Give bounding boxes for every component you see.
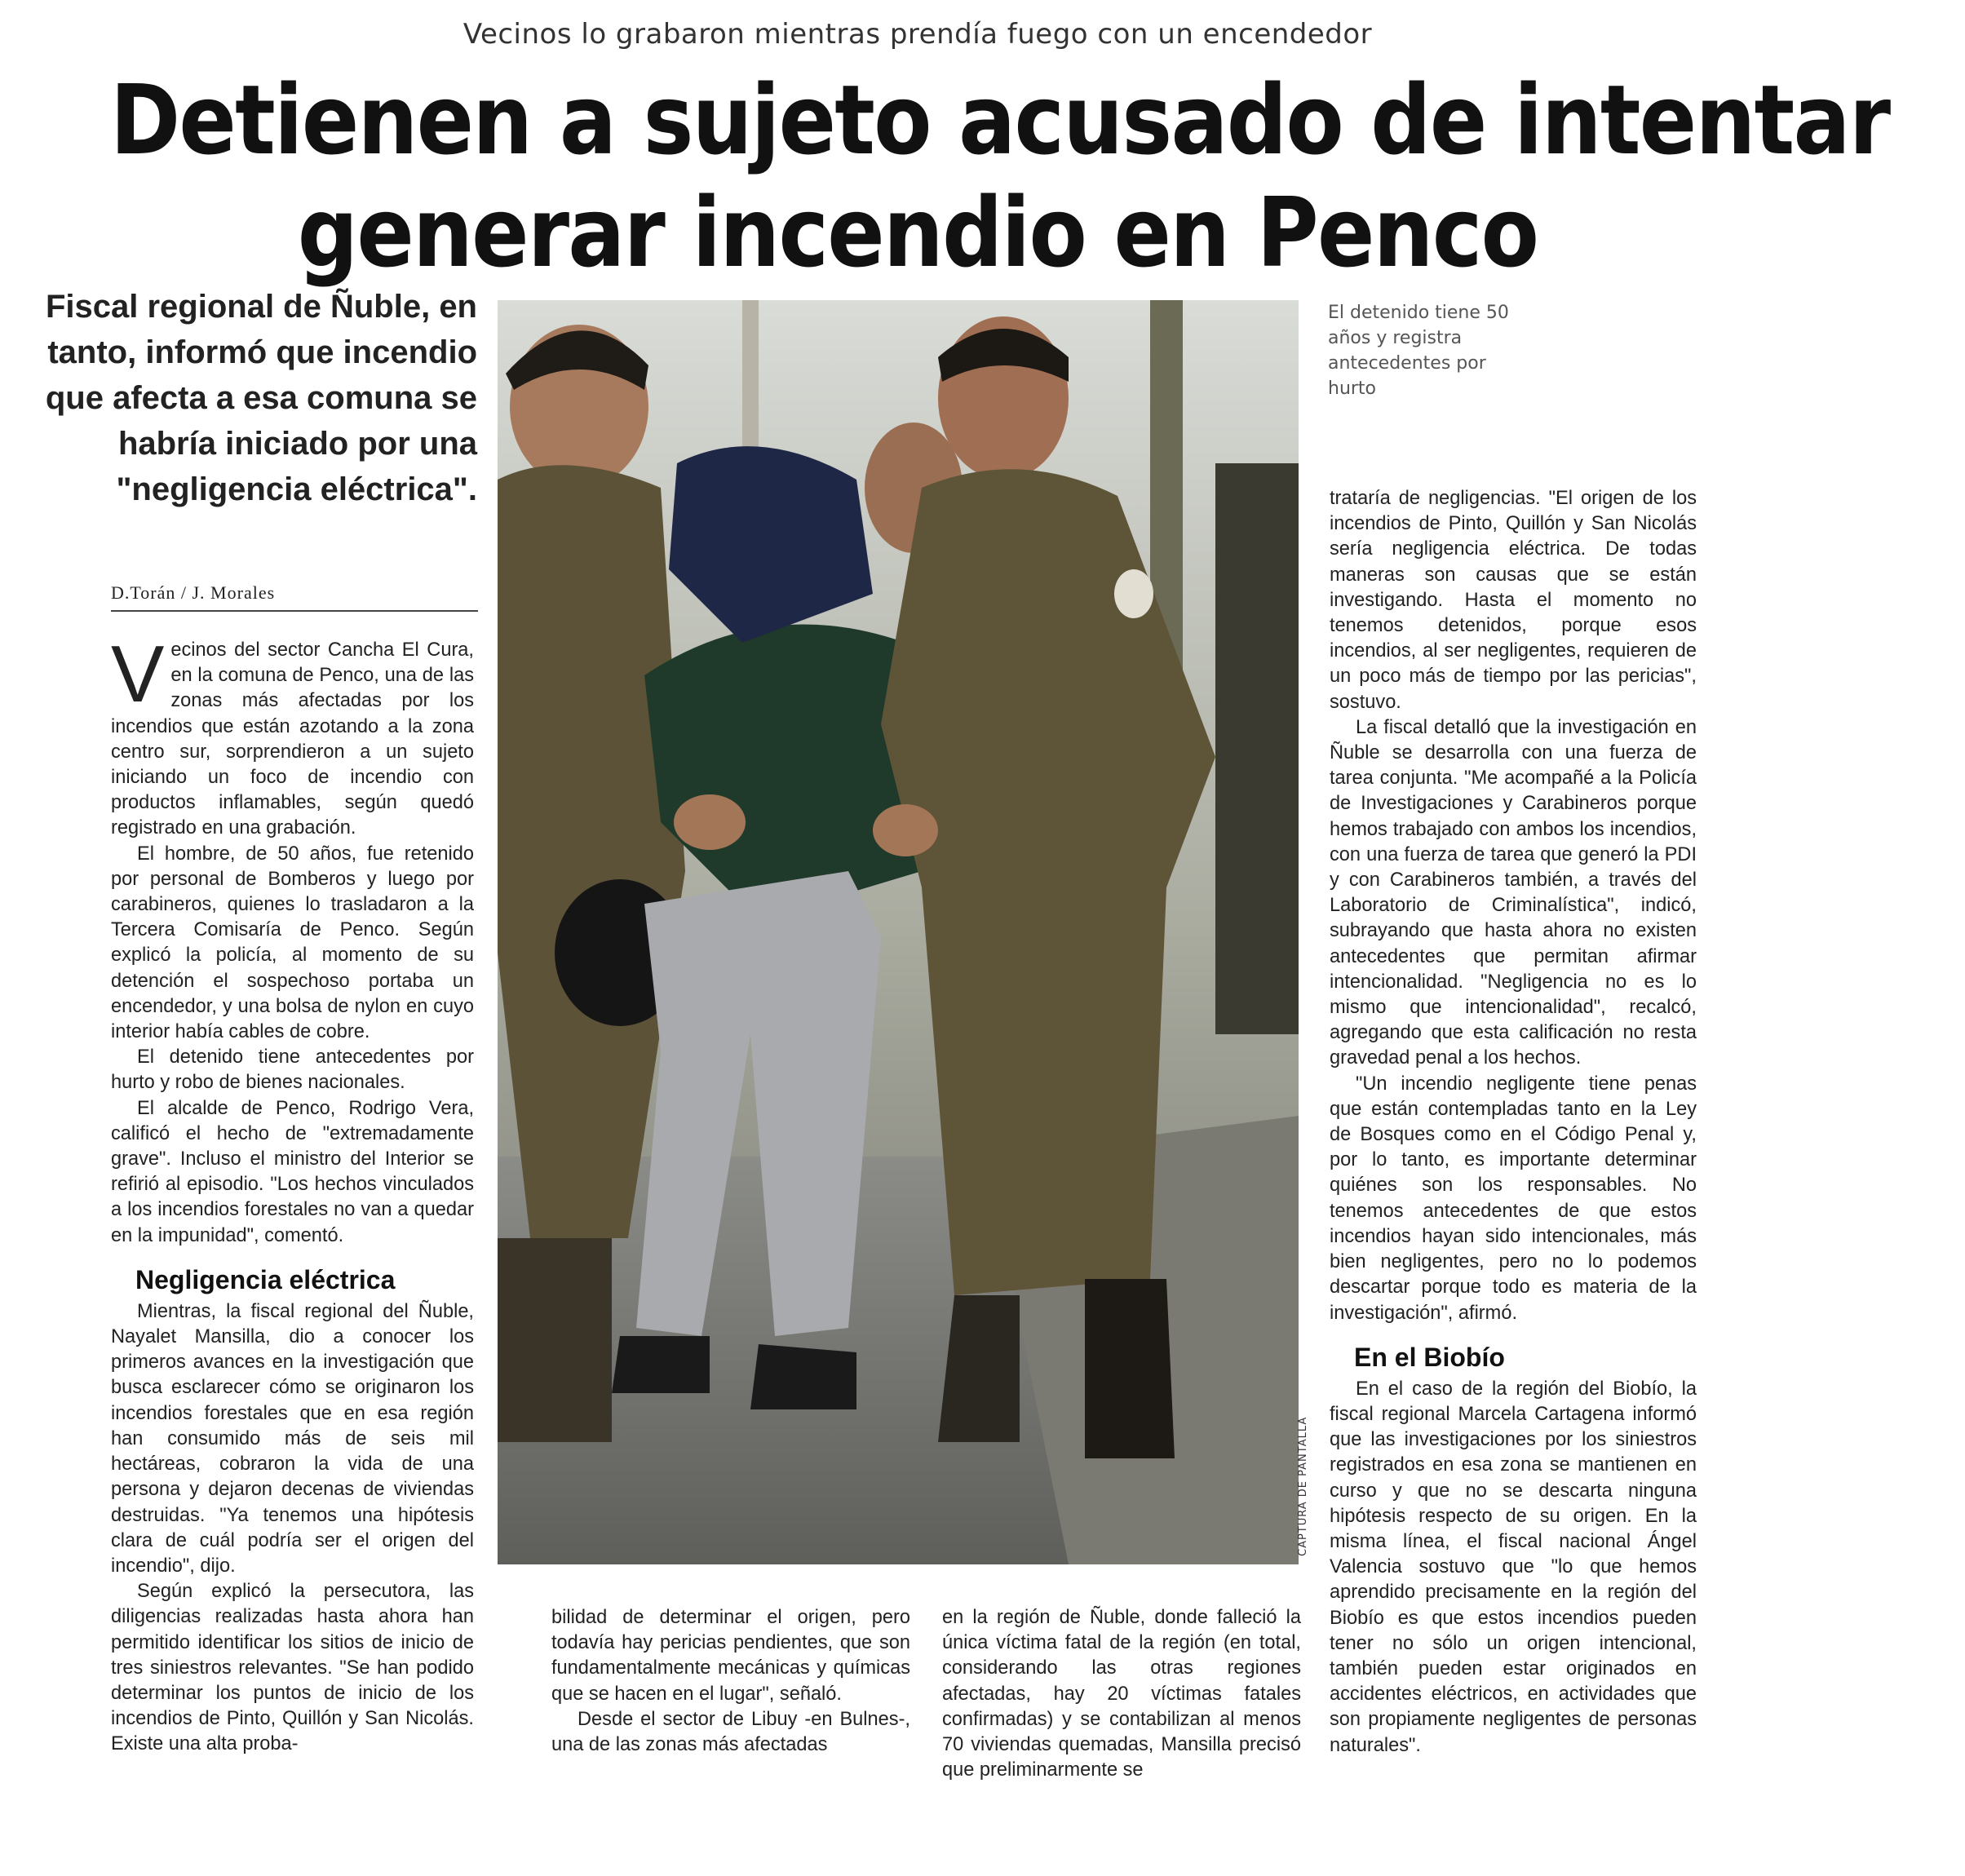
column-1: [111, 629, 474, 1758]
headline: [110, 64, 1890, 289]
byline: D.Torán / J. Morales: [111, 582, 478, 612]
paragraph: Vecinos del sector Cancha El Cura, en la comuna de Penco, una de las zonas más afectadas por los incendios que están azotando a la zona centro sur, sorprendieron a un sujeto iniciando un foco de incendio con productos inflamables, según quedó registrado en una grabación.: [111, 629, 474, 839]
photo-arrest-icon: [498, 300, 1299, 1564]
paragraph: en la región de Ñuble, donde falleció la única víctima fatal de la región (en total, considerando las otras regiones afectadas, hay 20 víctimas fatales confirmadas) y se contabilizan al menos 70 viviendas quemadas, Mansilla precisó que preliminarmente se: [942, 1607, 1301, 1781]
paragraph: Según explicó la persecutora, las diligencias realizadas hasta ahora han permitido identificar los sitios de inicio de tres siniestros relevantes. "Se han podido determinar los puntos de inicio de los incendios de Pinto, Quillón y San Nicolás. Existe una alta proba-: [111, 1581, 474, 1755]
paragraph: Mientras, la fiscal regional del Ñuble, Nayalet Mansilla, dio a conocer los primeros avances en la investigación que busca esclarecer cómo se originaron los incendios forestales que en esa región han consumido más de seis mil hectáreas, cobraron la vida de una persona y dejaron decenas de viviendas destruidas. "Ya tenemos una hipótesis clara de cuál podría ser el origen del incendio", dijo.: [111, 1300, 474, 1577]
headline-line-1: Detienen a sujeto acusado de intentar: [110, 64, 1890, 176]
column-3: [942, 1605, 1301, 1783]
paragraph: Desde el sector de Libuy -en Bulnes-, una de las zonas más afectadas: [551, 1708, 910, 1756]
photo-caption: El detenido tiene 50 años y registra antecedentes por hurto: [1328, 303, 1509, 399]
paragraph: En el caso de la región del Biobío, la fiscal regional Marcela Cartagena informó que las investigaciones por los siniestros registrados en esa zona se mantienen en curso y que no se descarta ninguna hipótesis respecto de su origen. En la misma línea, el fiscal nacional Ángel Valencia sostuvo que "lo que hemos aprendido precisamente en la región del Biobío es que estos incendios pueden tener no sólo un origen intencional, también pueden estar originados en accidentes eléctricos, en actividades que son propiamente negligentes de personas naturales".: [1330, 1378, 1697, 1756]
column-2: [551, 1605, 910, 1758]
paragraph: La fiscal detalló que la investigación en Ñuble se desarrolla con una fuerza de tarea conjunta. "Me acompañé a la Policía de Investigaciones y Carabineros porque hemos trabajado con ambos los incendios, con una fuerza de tarea que generó la PDI y con Carabineros también, a través del Laboratorio de Criminalística", indicó, subrayando que hasta ahora no existen antecedentes que permitan afirmar intencionalidad. "Negligencia no es lo mismo que intencionalidad", recalcó, agregando que esta calificación no resta gravedad penal a los hechos.: [1330, 716, 1697, 1069]
paragraph: El detenido tiene antecedentes por hurto y robo de bienes nacionales.: [111, 1046, 474, 1094]
headline-line-2: generar incendio en Penco: [297, 176, 1538, 289]
photo-credit: CAPTURA DE PANTALLA: [1297, 1416, 1309, 1556]
paragraph: trataría de negligencias. "El origen de los incendios de Pinto, Quillón y San Nicolás sería negligencia eléctrica. De todas maneras son causas que se están investigando. Hasta el momento no tenemos detenidos, porque esos incendios, al ser negligentes, requieren de un poco más de tiempo por las pericias", sostuvo.: [1330, 488, 1697, 713]
kicker: Vecinos lo grabaron mientras prendía fuego con un encendedor: [462, 18, 1373, 51]
paragraph: "Un incendio negligente tiene penas que están contempladas tanto en la Ley de Bosques como en el Código Penal y, por lo tanto, es importante determinar quiénes son los responsables. No tenemos antecedentes de que estos incendios hayan sido intencionales, más bien negligentes, pero no lo podemos descartar porque todo es materia de la investigación", afirmó.: [1330, 1073, 1697, 1324]
subhead-biobio: En el Biobío: [1354, 1342, 1505, 1372]
subhead-negligencia: Negligencia eléctrica: [135, 1264, 396, 1294]
news-photo: [498, 300, 1299, 1564]
column-4: [1330, 486, 1697, 1759]
deck: Fiscal regional de Ñuble, en tanto, informó que incendio que afecta a esa comuna se habría iniciado por una "negligencia eléctrica".: [45, 289, 477, 507]
paragraph: bilidad de determinar el origen, pero todavía hay pericias pendientes, que son fundamentalmente mecánicas y químicas que se hacen en el lugar", señaló.: [551, 1607, 910, 1705]
paragraph: El alcalde de Penco, Rodrigo Vera, calificó el hecho de "extremadamente grave". Incluso el ministro del Interior se refirió al episodio. "Los hechos vinculados a los incendios forestales no van a quedar en la impunidad", comentó.: [111, 1097, 474, 1246]
dropcap: V: [111, 629, 165, 719]
paragraph: El hombre, de 50 años, fue retenido por personal de Bomberos y luego por carabineros, quienes lo trasladaron a la Tercera Comisaría de Penco. Según explicó la policía, al momento de su detención el sospechoso portaba un encendedor, y una bolsa de nylon en cuyo interior había cables de cobre.: [111, 843, 474, 1043]
